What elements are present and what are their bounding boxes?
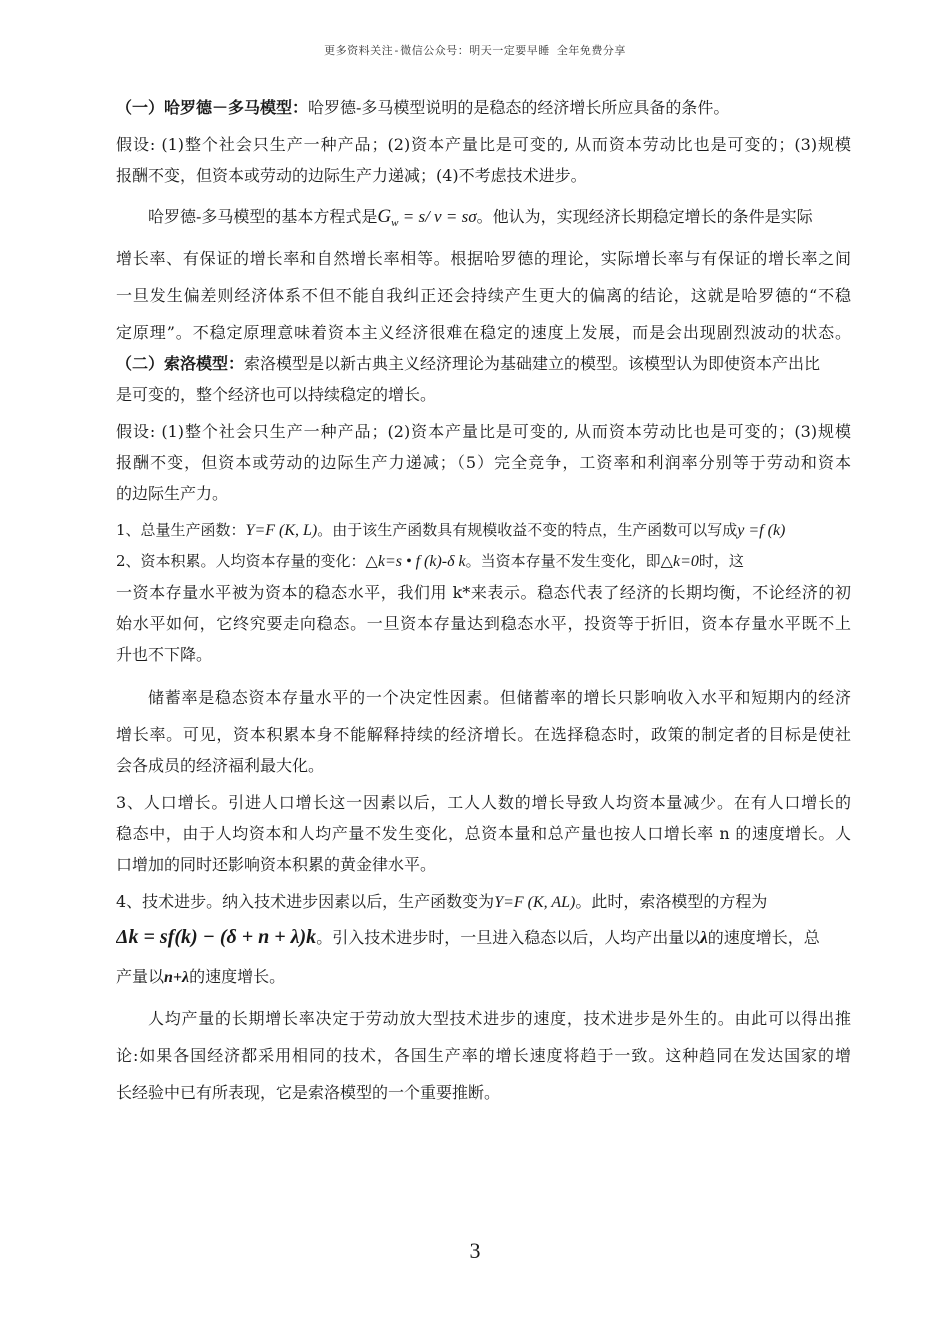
section1-assume-line-2: 报酬不变，但资本或劳动的边际生产力递减；(4)不考虑技术进步。	[116, 166, 587, 185]
final-line-2: 论:如果各国经济都采用相同的技术，各国生产率的增长速度将趋于一致。这种趋同在发达国家的增	[116, 1046, 851, 1065]
section2-title-rest: 索洛模型是以新古典主义经济理论为基础建立的模型。该模型认为即使资本产出比	[244, 354, 821, 373]
item4-formula: Y=F (K, AL)	[494, 894, 576, 911]
eq-formula-sub: w	[391, 217, 399, 230]
eq-formula-rest: = s/ v = sσ	[398, 207, 477, 226]
item2-line	[116, 546, 851, 577]
item2-pre: 2、资本积累。人均资本存量的变化：	[116, 552, 366, 570]
section1-para-line-3: 定原理”。不稳定原理意味着资本主义经济很难在稳定的速度上发展，而是会出现剧烈波动的状态。	[116, 323, 851, 342]
section2-heading	[116, 348, 851, 379]
item2-formula: △k=s • f (k)-δ k	[365, 553, 466, 570]
eq2-post2: 的速度增长，总	[707, 928, 820, 947]
final-line-1: 人均产量的长期增长率决定于劳动放大型技术进步的速度，技术进步是外生的。由此可以得出推	[148, 1009, 851, 1028]
item4-pre: 4、技术进步。纳入技术进步因素以后，生产函数变为	[116, 892, 495, 911]
total-formula: n+λ	[164, 969, 190, 986]
item3-line-2: 稳态中，由于人均资本和人均产量不发生变化，总资本量和总产量也按人口增长率 n 的速度增长。人	[116, 824, 851, 843]
section2-assume-line-2: 报酬不变，但资本或劳动的边际生产力递减；（5）完全竞争，工资率和利润率分别等于劳动和资本	[116, 453, 851, 472]
savings-line-1: 储蓄率是稳态资本存量水平的一个决定性因素。但储蓄率的增长只影响收入水平和短期内的经济	[148, 688, 851, 707]
item2-post: 时，这	[698, 552, 744, 570]
section1-assume-line-1: 假设: (1)整个社会只生产一种产品；(2)资本产量比是可变的, 从而资本劳动比也是可变的；(3)规模	[116, 135, 851, 154]
final-line-3: 长经验中已有所表现，它是索洛模型的一个重要推断。	[116, 1083, 501, 1102]
eq2-post: 。引入技术进步时，一旦进入稳态以后，人均产出量以	[316, 928, 701, 947]
section2-intro-line-2: 是可变的，整个经济也可以持续稳定的增长。	[116, 385, 437, 404]
item1-formula2: y =f (k)	[737, 522, 786, 539]
item2-line-2: 一资本存量水平被为资本的稳态水平，我们用 k*来表示。稳态代表了经济的长期均衡，不论经济的初	[116, 583, 851, 602]
total-pre: 产量以	[116, 967, 165, 986]
item3-line-1: 3、人口增长。引进人口增长这一因素以后，工人人数的增长导致人均资本量减少。在有人口增长的	[116, 793, 851, 812]
savings-line-2: 增长率。可见，资本积累本身不能解释持续的经济增长。在选择稳态时，政策的制定者的目标是使社	[116, 725, 851, 744]
eq2-lambda: λ	[700, 928, 708, 947]
section1-equation-line	[116, 197, 851, 237]
section2-assume-line-3: 的边际生产力。	[116, 484, 229, 503]
total-post: 的速度增长。	[189, 967, 286, 986]
item4-post: 。此时，索洛模型的方程为	[575, 892, 768, 911]
item1-formula: Y=F (K, L)	[245, 522, 318, 539]
item1-line	[116, 515, 851, 546]
section1-para-line-1: 增长率、有保证的增长率和自然增长率相等。根据哈罗德的理论，实际增长率与有保证的增长率之间	[116, 249, 851, 268]
page-header: 更多资料关注-微信公众号：明天一定要早睡 全年免费分享	[324, 44, 626, 57]
item1-pre: 1、总量生产函数：	[116, 521, 246, 539]
section1-title-rest: 哈罗德-多马模型说明的是稳态的经济增长所应具备的条件。	[308, 98, 730, 117]
eq-pre: 哈罗德-多马模型的基本方程式是	[148, 207, 378, 226]
section2-assume-line-1: 假设: (1)整个社会只生产一种产品；(2)资本产量比是可变的, 从而资本劳动比也是可变的；(3)规模	[116, 422, 851, 441]
eq-post: 。他认为，实现经济长期稳定增长的条件是实际	[476, 207, 813, 226]
savings-line-3: 会各成员的经济福利最大化。	[116, 756, 325, 775]
eq2-formula: Δk = sf(k) − (δ + n + λ)k	[116, 926, 317, 948]
item2-formula2: △k=0	[660, 553, 699, 570]
section1-title: （一）哈罗德－多马模型：	[116, 98, 309, 117]
eq-formula-g: G	[377, 206, 392, 227]
item2-mid: 。当资本存量不发生变化，即	[465, 552, 661, 570]
item1-mid: 。由于该生产函数具有规模收益不变的特点，生产函数可以写成	[317, 521, 738, 539]
section1-heading	[116, 92, 851, 123]
page-number: 3	[469, 1238, 481, 1263]
eq2-line	[116, 917, 851, 957]
item2-line-4: 升也不下降。	[116, 645, 213, 664]
item3-line-3: 口增加的同时还影响资本积累的黄金律水平。	[116, 855, 437, 874]
document-body	[116, 92, 851, 1108]
total-line	[116, 957, 851, 997]
section1-para-line-2: 一旦发生偏差则经济体系不但不能自我纠正还会持续产生更大的偏离的结论，这就是哈罗德的“不稳	[116, 286, 851, 305]
section2-title: （二）索洛模型：	[116, 354, 245, 373]
item4-line	[116, 886, 851, 917]
item2-line-3: 始水平如何，它终究要走向稳态。一旦资本存量达到稳态水平，投资等于折旧，资本存量水平既不上	[116, 614, 851, 633]
